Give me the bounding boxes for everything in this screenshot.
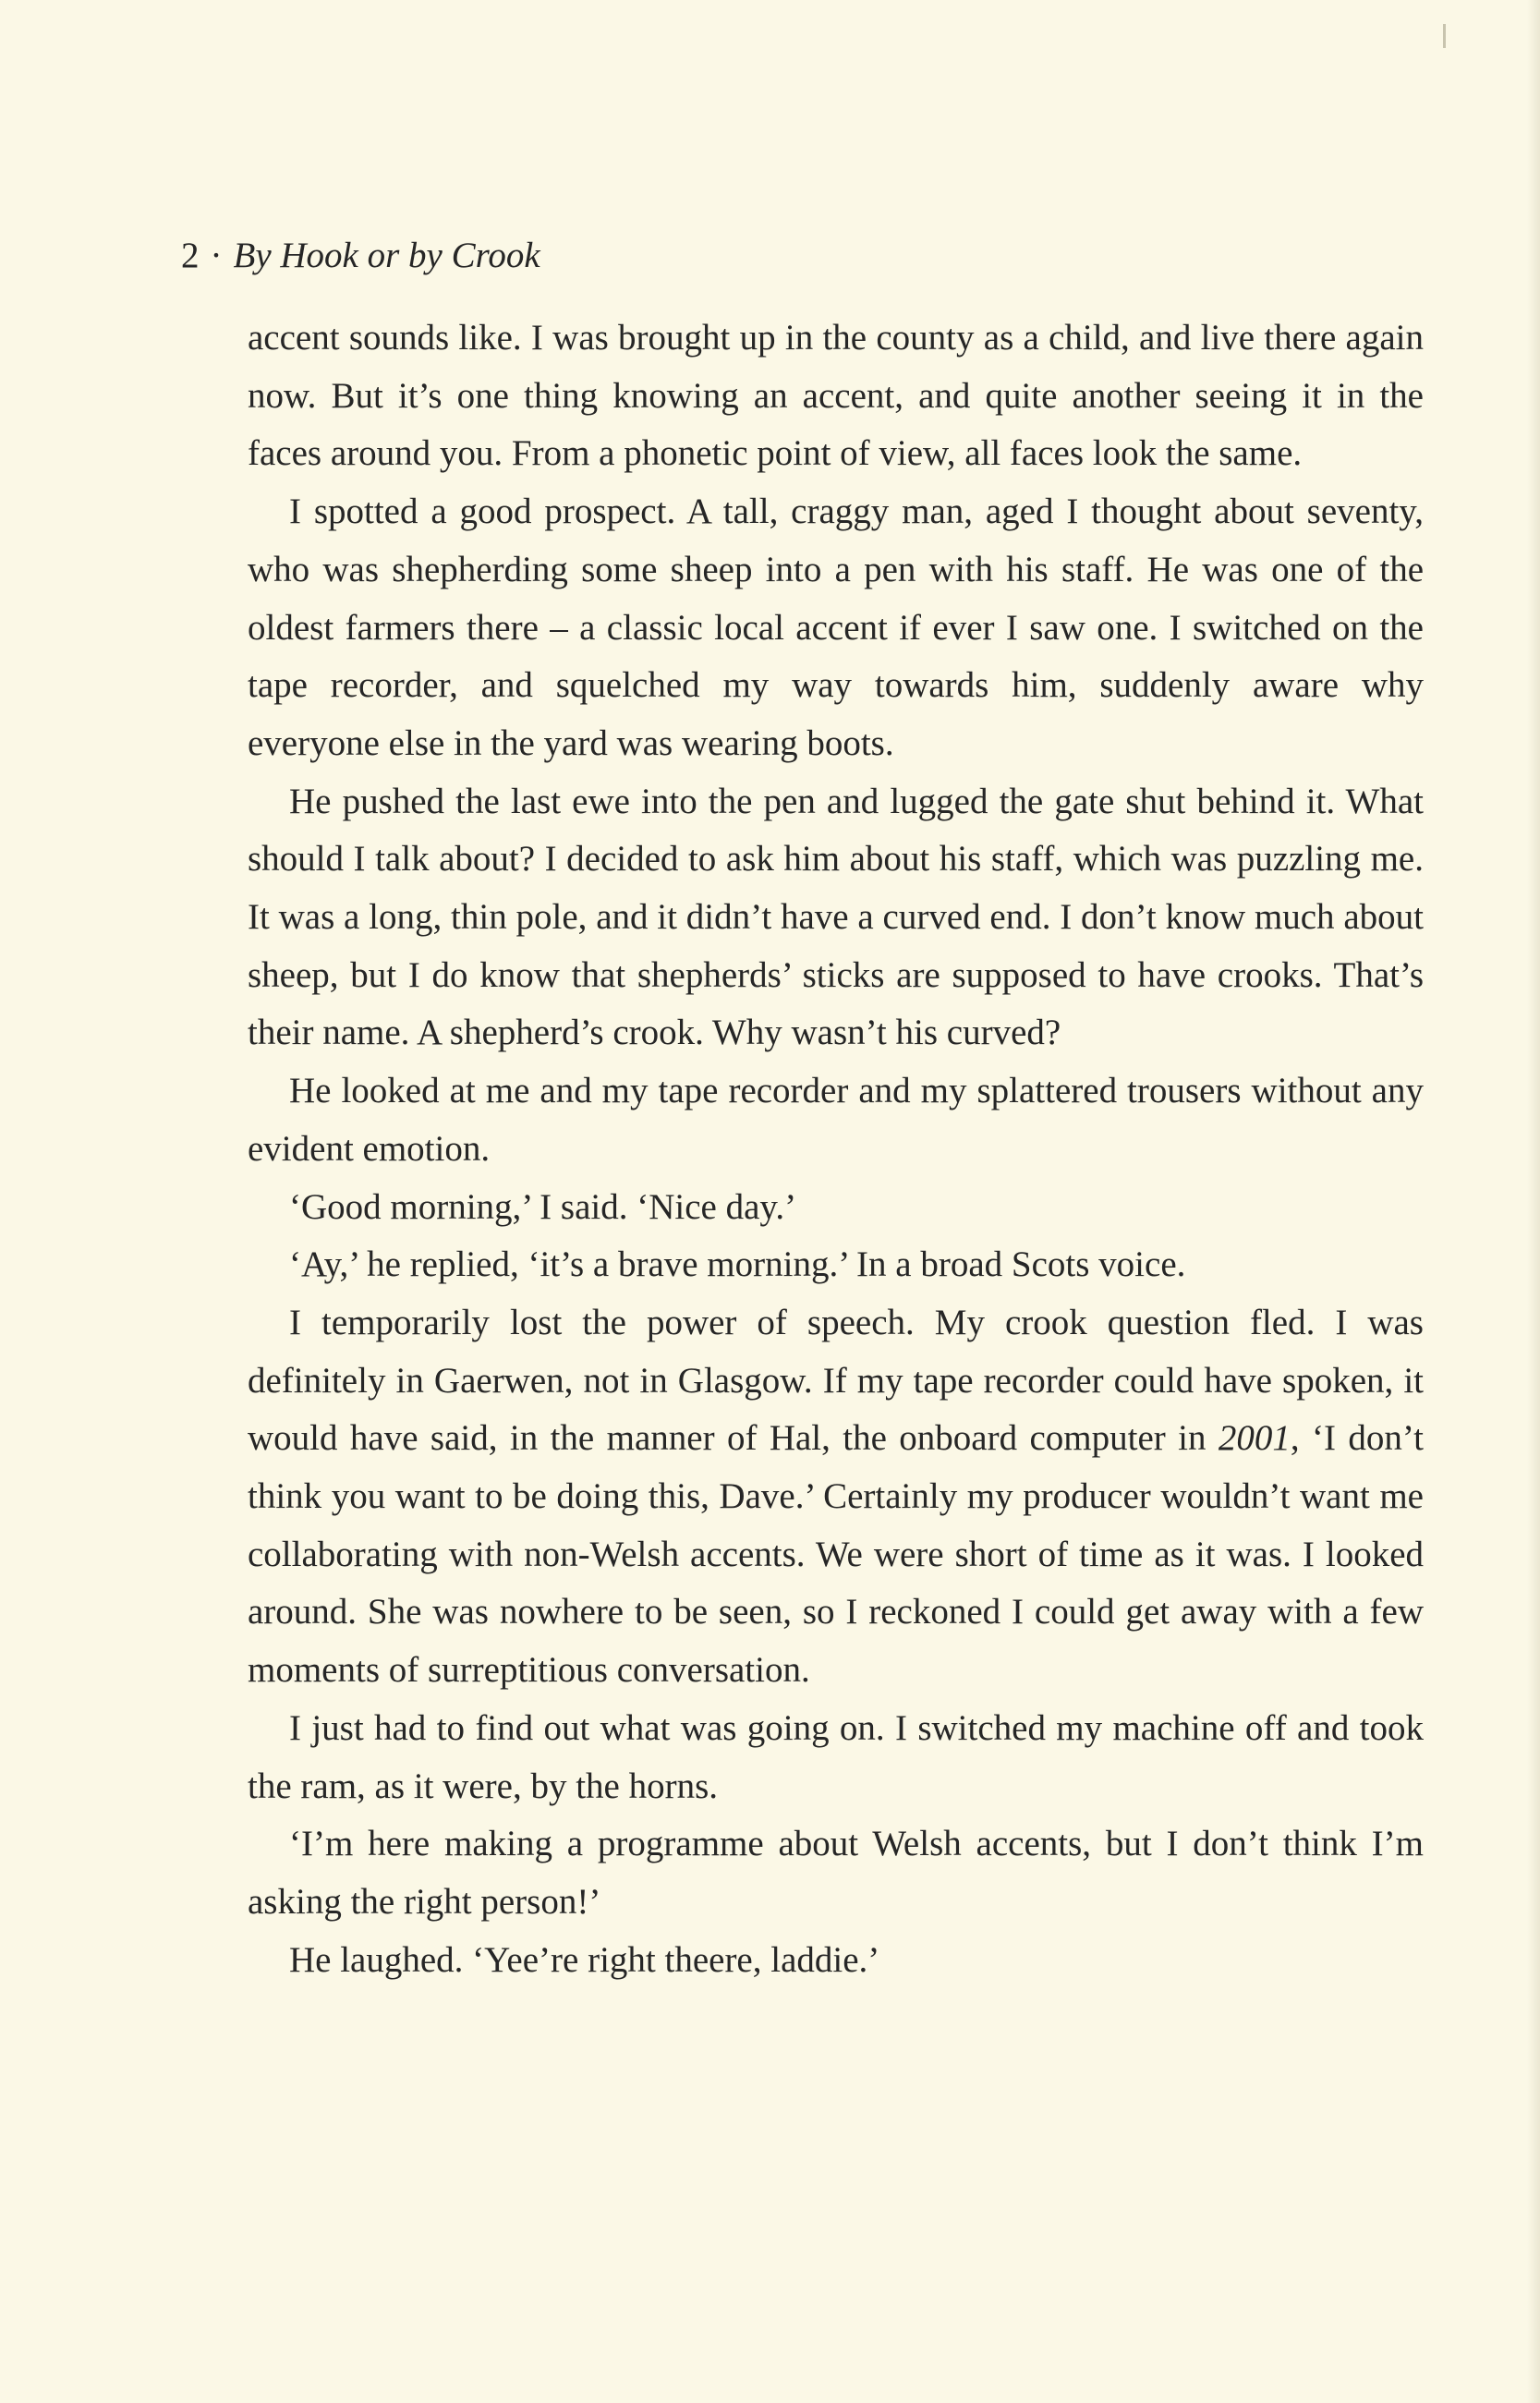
paragraph-7 (248, 1294, 1424, 1700)
paragraph-2: I spotted a good prospect. A tall, craggy man, aged I thought about seventy, who was shepherding some sheep into a pen with his staff. He was one of the oldest farmers there – a classic local accent if ever I saw one. I switched on the tape recorder, and squelched my way towards him, suddenly aware why everyone else in the yard was wearing boots. (248, 492, 1424, 763)
paragraph-9: ‘I’m here making a programme about Welsh accents, but I don’t think I’m asking the right person!’ (248, 1824, 1424, 1922)
paragraph-3: He pushed the last ewe into the pen and lugged the gate shut behind it. What should I talk about? I decided to ask him about his staff, which was puzzling me. It was a long, thin pole, and it didn’t have a curved end. I don’t know much about sheep, but I do know that shepherds’ sticks are supposed to have crooks. That’s their name. A shepherd’s crook. Why wasn’t his curved? (248, 781, 1424, 1053)
paragraph-7-italic-year: 2001 (1218, 1418, 1291, 1459)
body-text (248, 309, 1424, 1989)
running-head (181, 233, 540, 279)
page-edge-shadow (1527, 0, 1540, 2403)
paragraph-4: He looked at me and my tape recorder and my splattered trousers without any evident emotion. (248, 1071, 1424, 1169)
paragraph-7-text-before: I temporarily lost the power of speech. My crook question fled. I was definitely in Gaerwen, not in Glasgow. If my tape recorder could have spoken, it would have said, in the manner of Hal, the onboard computer in (248, 1302, 1424, 1459)
paragraph-6: ‘Ay,’ he replied, ‘it’s a brave morning.’ In a broad Scots voice. (289, 1244, 1186, 1285)
paragraph-8: I just had to find out what was going on. I switched my machine off and took the ram, as it were, by the horns. (248, 1707, 1424, 1806)
paragraph-1: accent sounds like. I was brought up in the county as a child, and live there again now. But it’s one thing knowing an accent, and quite another seeing it in the faces around you. From a phonetic point of view, all faces look the same. (248, 318, 1424, 474)
paragraph-5: ‘Good morning,’ I said. ‘Nice day.’ (289, 1186, 797, 1227)
paragraph-7-text-after: , ‘I don’t think you want to be doing this, Dave.’ Certainly my producer wouldn’t want me collaborating with non-Welsh accents. We were short of time as it was. I looked around. She was nowhere to be seen, so I reckoned I could get away with a few moments of surreptitious conversation. (248, 1418, 1424, 1691)
scan-mark (1443, 24, 1446, 48)
page-number: 2 (181, 236, 200, 275)
paragraph-10: He laughed. ‘Yee’re right theere, laddie.’ (289, 1939, 880, 1980)
book-title: By Hook or by Crook (233, 236, 540, 275)
running-head-separator: · (210, 236, 223, 275)
